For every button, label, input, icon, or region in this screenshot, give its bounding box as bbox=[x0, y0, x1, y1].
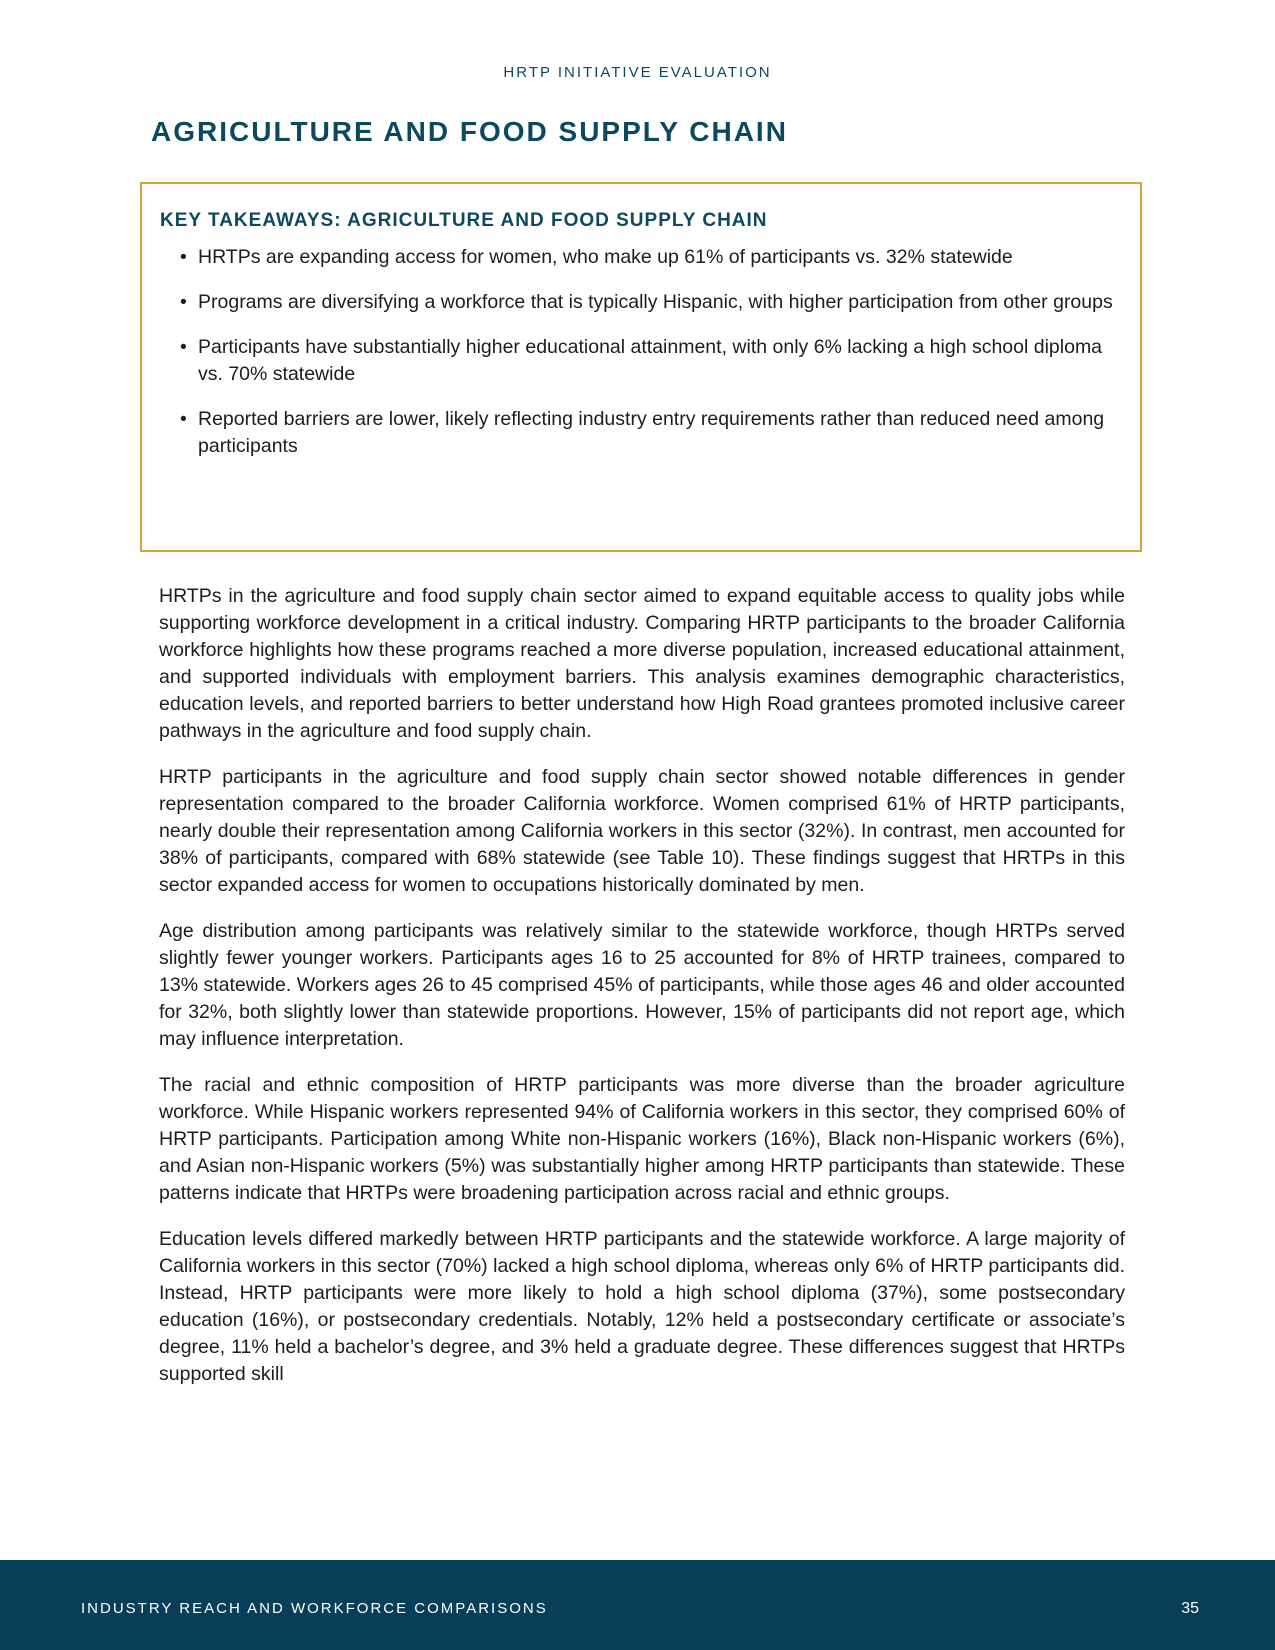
body-paragraph: The racial and ethnic composition of HRTP participants was more diverse than the broader agriculture workforce. While Hispanic workers represented 94% of California workers in this sector, they comprised 60% of HRTP participants. Participation among White non-Hispanic workers (16%), Black non-Hispanic workers (6%), and Asian non-Hispanic workers (5%) was substantially higher among HRTP participants than statewide. These patterns indicate that HRTPs were broadening participation across racial and ethnic groups. bbox=[159, 1074, 1125, 1204]
takeaway-item: • Programs are diversifying a workforce that is typically Hispanic, with higher participation from other groups bbox=[180, 289, 1120, 316]
running-header: HRTP INITIATIVE EVALUATION bbox=[503, 64, 772, 81]
body-text bbox=[159, 583, 1125, 1407]
takeaway-item: • Reported barriers are lower, likely reflecting industry entry requirements rather than reduced need among participants bbox=[180, 406, 1120, 460]
key-takeaways-title: KEY TAKEAWAYS: AGRICULTURE AND FOOD SUPPLY CHAIN bbox=[160, 210, 768, 231]
takeaway-item: • HRTPs are expanding access for women, who make up 61% of participants vs. 32% statewide bbox=[180, 244, 1120, 271]
body-paragraph: Age distribution among participants was relatively similar to the statewide workforce, though HRTPs served slightly fewer younger workers. Participants ages 16 to 25 accounted for 8% of HRTP trainees, compared to 13% statewide. Workers ages 26 to 45 comprised 45% of participants, while those ages 46 and older accounted for 32%, both slightly lower than statewide proportions. However, 15% of participants did not report age, which may influence interpretation. bbox=[159, 920, 1125, 1050]
body-paragraph: HRTPs in the agriculture and food supply chain sector aimed to expand equitable access to quality jobs while supporting workforce development in a critical industry. Comparing HRTP participants to the broader California workforce highlights how these programs reached a more diverse population, increased educational attainment, and supported individuals with employment barriers. This analysis examines demographic characteristics, education levels, and reported barriers to better understand how High Road grantees promoted inclusive career pathways in the agriculture and food supply chain. bbox=[159, 585, 1125, 742]
section-title: AGRICULTURE AND FOOD SUPPLY CHAIN bbox=[151, 116, 788, 147]
footer-section-label: INDUSTRY REACH AND WORKFORCE COMPARISONS bbox=[81, 1600, 548, 1617]
key-takeaways-box bbox=[140, 182, 1142, 552]
footer-band bbox=[0, 1560, 1275, 1650]
key-takeaways-list bbox=[160, 244, 1120, 460]
page-number: 35 bbox=[1181, 1600, 1199, 1617]
takeaway-item: • Participants have substantially higher educational attainment, with only 6% lacking a high school diploma vs. 70% statewide bbox=[180, 334, 1120, 388]
body-paragraph: HRTP participants in the agriculture and food supply chain sector showed notable differences in gender representation compared to the broader California workforce. Women comprised 61% of HRTP participants, nearly double their representation among California workers in this sector (32%). In contrast, men accounted for 38% of participants, compared with 68% statewide (see Table 10). These findings suggest that HRTPs in this sector expanded access for women to occupations historically dominated by men. bbox=[159, 766, 1125, 896]
body-paragraph: Education levels differed markedly between HRTP participants and the statewide workforce. A large majority of California workers in this sector (70%) lacked a high school diploma, whereas only 6% of HRTP participants did. Instead, HRTP participants were more likely to hold a high school diploma (37%), some postsecondary education (16%), or postsecondary credentials. Notably, 12% held a postsecondary certificate or associate’s degree, 11% held a bachelor’s degree, and 3% held a graduate degree. These differences suggest that HRTPs supported skill bbox=[159, 1228, 1125, 1385]
